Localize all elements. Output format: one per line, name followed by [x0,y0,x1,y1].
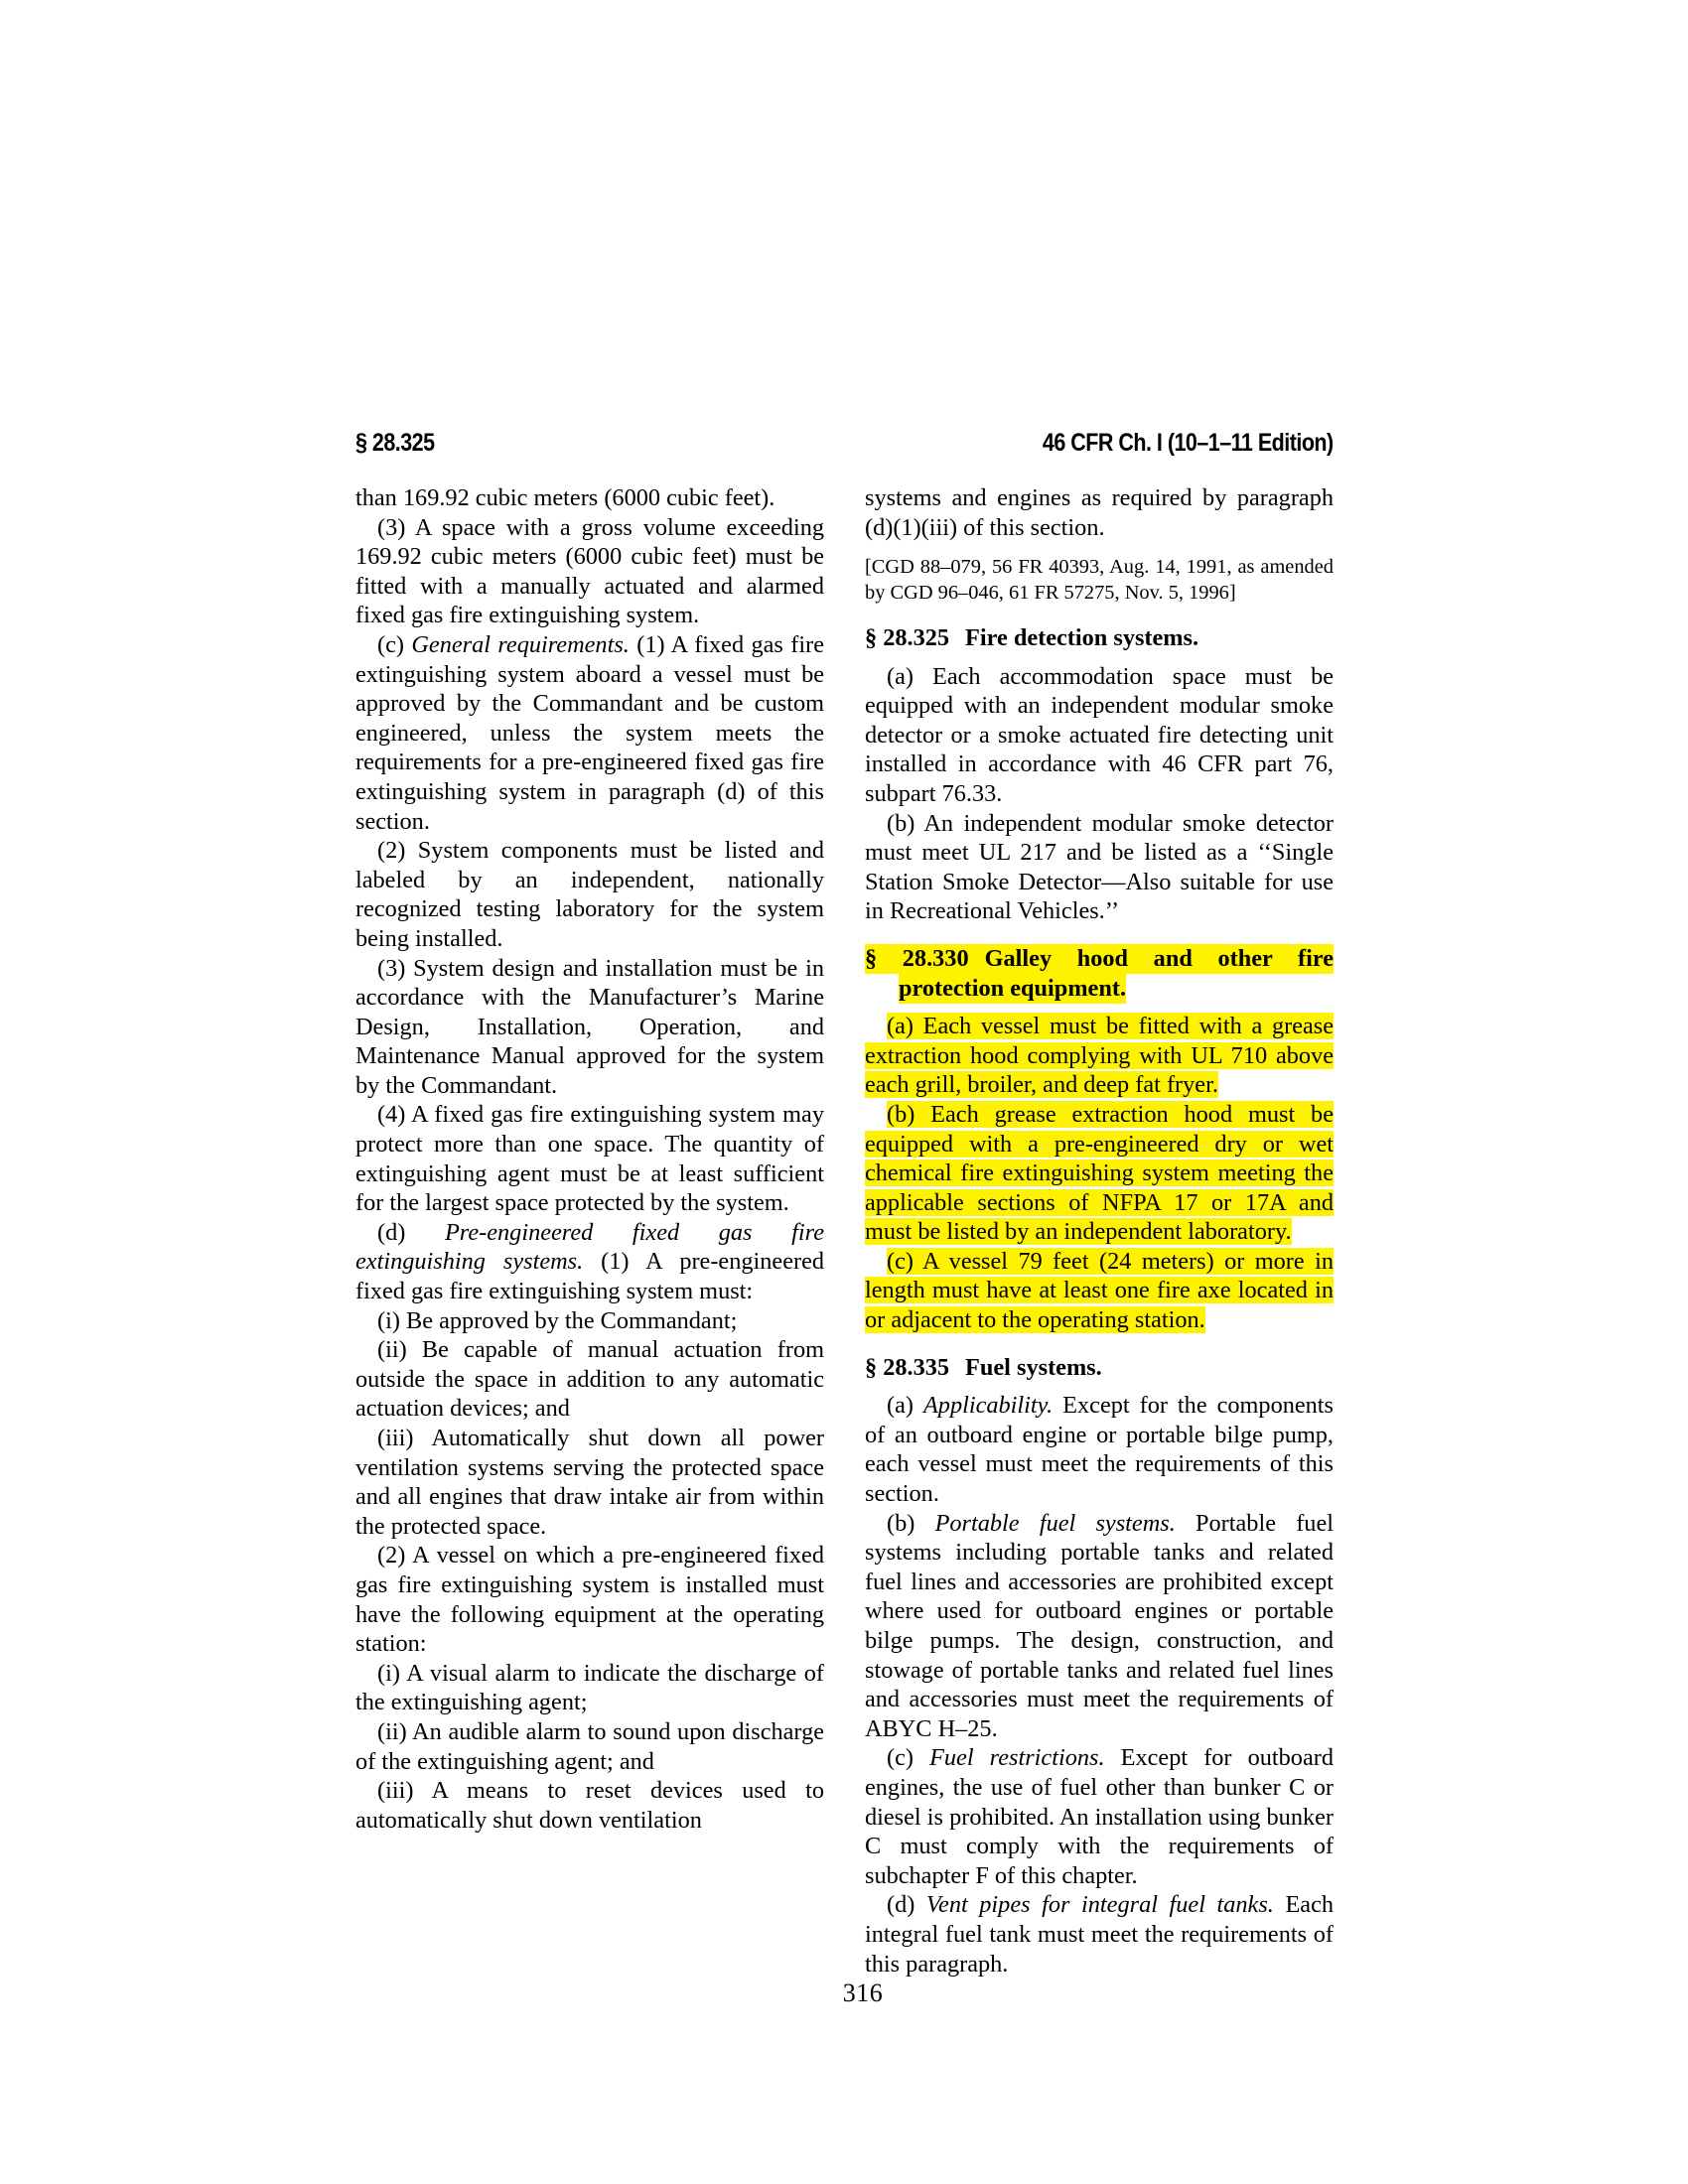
paragraph-d1 [355,1218,824,1306]
paragraph-c1-rest: (1) A fixed gas fire extinguishing system aboard a vessel must be approved by the Commandant and be custom engineered, unless the system meets the requirements for a pre-engineered fixed gas fire extinguishing system in paragraph (d) of this section. [355,630,824,835]
paragraph-c2: (2) System components must be listed and labeled by an independent, nationally recognized testing laboratory for the system being installed. [355,837,824,952]
section-title-28-330: Galley hood and other fire protection equipment. [899,944,1334,1002]
right-column [865,483,1335,1978]
paragraph-330c [865,1247,1334,1335]
paragraph-d1-italic-lead: Pre-engineered fixed gas fire extinguishing systems. [355,1218,824,1276]
paragraph-c1-label: (c) [377,630,412,658]
paragraph-335a-rest: Except for the components of an outboard engine or portable bilge pump, each vessel must meet the requirements of this section. [865,1392,1334,1508]
paragraph-330b [865,1100,1334,1247]
left-column [355,483,824,1953]
paragraph-335b-rest: Portable fuel systems including portable tanks and related fuel lines and accessories are prohibited except where used for outboard engines or portable bilge pumps. The design, construction, and stowage of portable tanks and related fuel lines and accessories must meet the requirements of ABYC H–25. [865,1509,1334,1742]
paragraph-c3: (3) System design and installation must be in accordance with the Manufacturer’s Marine Design, Installation, Operation, and Maintenance Manual approved for the system by the Commandant. [355,954,824,1099]
paragraph-330a [865,1012,1334,1100]
running-head-edition: 46 CFR Ch. I (10–1–11 Edition) [1042,429,1334,457]
paragraph-d1ii: (ii) Be capable of manual actuation from outside the space in addition to any automatic actuation devices; and [355,1336,824,1423]
section-heading-28-325 [865,623,1334,653]
paragraph-335c-italic-lead: Fuel restrictions. [929,1744,1105,1772]
section-title-28-335: Fuel systems. [965,1353,1102,1381]
paragraph-335b [865,1509,1334,1744]
paragraph-335a-italic-lead: Applicability. [922,1392,1054,1420]
page-number: 316 [842,1979,884,2007]
paragraph-b3: (3) A space with a gross volume exceeding 169.92 cubic meters (6000 cubic feet) must be fitted with a manually actuated and alarmed fixed gas fire extinguishing system. [355,513,824,629]
section-title-28-325: Fire detection systems. [965,624,1199,651]
authority-citation: [CGD 88–079, 56 FR 40393, Aug. 14, 1991, as amended by CGD 96–046, 61 FR 57275, Nov. 5, 1996] [865,556,1334,604]
paragraph-d2i: (i) A visual alarm to indicate the discharge of the extinguishing agent; [355,1659,824,1716]
paragraph-c1-italic-lead: General requirements. [411,630,630,658]
paragraph-d2ii: (ii) An audible alarm to sound upon discharge of the extinguishing agent; and [355,1717,824,1775]
page-folio [0,1979,1688,2008]
paragraph-335d-label: (d) [887,1891,926,1919]
paragraph-335a [865,1391,1334,1508]
paragraph-330a-highlight: (a) Each vessel must be fitted with a grease extraction hood complying with UL 710 above each grill, broiler, and deep fat fryer. [865,1013,1334,1099]
section-number-28-325: § 28.325 [865,624,950,651]
paragraph-335b-label: (b) [887,1509,935,1537]
paragraph-continuation: than 169.92 cubic meters (6000 cubic feet). [355,484,775,511]
paragraph-d1-rest: (1) A pre-engineered fixed gas fire extinguishing system must: [355,1248,825,1305]
paragraph-335c-label: (c) [887,1744,930,1772]
paragraph-continuation-right: systems and engines as required by paragraph (d)(1)(iii) of this section. [865,484,1334,541]
paragraph-d1-label: (d) [377,1218,445,1246]
paragraph-335d-italic-lead: Vent pipes for integral fuel tanks. [925,1891,1274,1919]
paragraph-d1iii: (iii) Automatically shut down all power ventilation systems serving the protected space and all engines that draw intake air from within the protected space. [355,1425,824,1540]
paragraph-325a: (a) Each accommodation space must be equipped with an independent modular smoke detector or a smoke actuated fire detecting unit installed in accordance with 46 CFR part 76, subpart 76.33. [865,662,1334,807]
paragraph-325b: (b) An independent modular smoke detector must meet UL 217 and be listed as a ‘‘Single Station Smoke Detector—Also suitable for use in Recreational Vehicles.’’ [865,809,1334,925]
paragraph-335d [865,1890,1334,1979]
section-number-28-335: § 28.335 [865,1353,950,1381]
paragraph-330c-highlight: (c) A vessel 79 feet (24 meters) or more in length must have at least one fire axe located in or adjacent to the operating station. [865,1247,1334,1334]
paragraph-335c [865,1743,1334,1890]
running-head [355,429,1334,458]
running-head-section: § 28.325 [355,429,435,457]
paragraph-d1i: (i) Be approved by the Commandant; [377,1306,738,1334]
body-columns [355,483,1335,1978]
paragraph-335c-rest: Except for outboard engines, the use of fuel other than bunker C or diesel is prohibited. An installation using bunker C must comply with the requirements of subchapter F of this chapter. [865,1744,1334,1889]
section-number-28-330: § 28.330 [865,944,969,972]
paragraph-335d-rest: Each integral fuel tank must meet the requirements of this paragraph. [865,1891,1335,1978]
paragraph-c4: (4) A fixed gas fire extinguishing system may protect more than one space. The quantity of extinguishing agent must be at least sufficient for the largest space protected by the system. [355,1101,824,1217]
paragraph-330b-highlight: (b) Each grease extraction hood must be equipped with a pre-engineered dry or wet chemical fire extinguishing system meeting the applicable sections of NFPA 17 or 17A and must be listed by an independent laboratory. [865,1100,1334,1246]
paragraph-c1 [355,630,824,836]
paragraph-335b-italic-lead: Portable fuel systems. [934,1509,1176,1537]
section-heading-28-330-highlight [865,944,1334,1004]
paragraph-335a-label: (a) [887,1392,923,1420]
section-heading-28-335 [865,1353,1334,1383]
section-heading-28-330 [865,944,1334,1003]
paragraph-d2: (2) A vessel on which a pre-engineered fixed gas fire extinguishing system is installed must have the following equipment at the operating station: [355,1542,824,1658]
paragraph-d2iii: (iii) A means to reset devices used to automatically shut down ventilation [355,1777,824,1834]
